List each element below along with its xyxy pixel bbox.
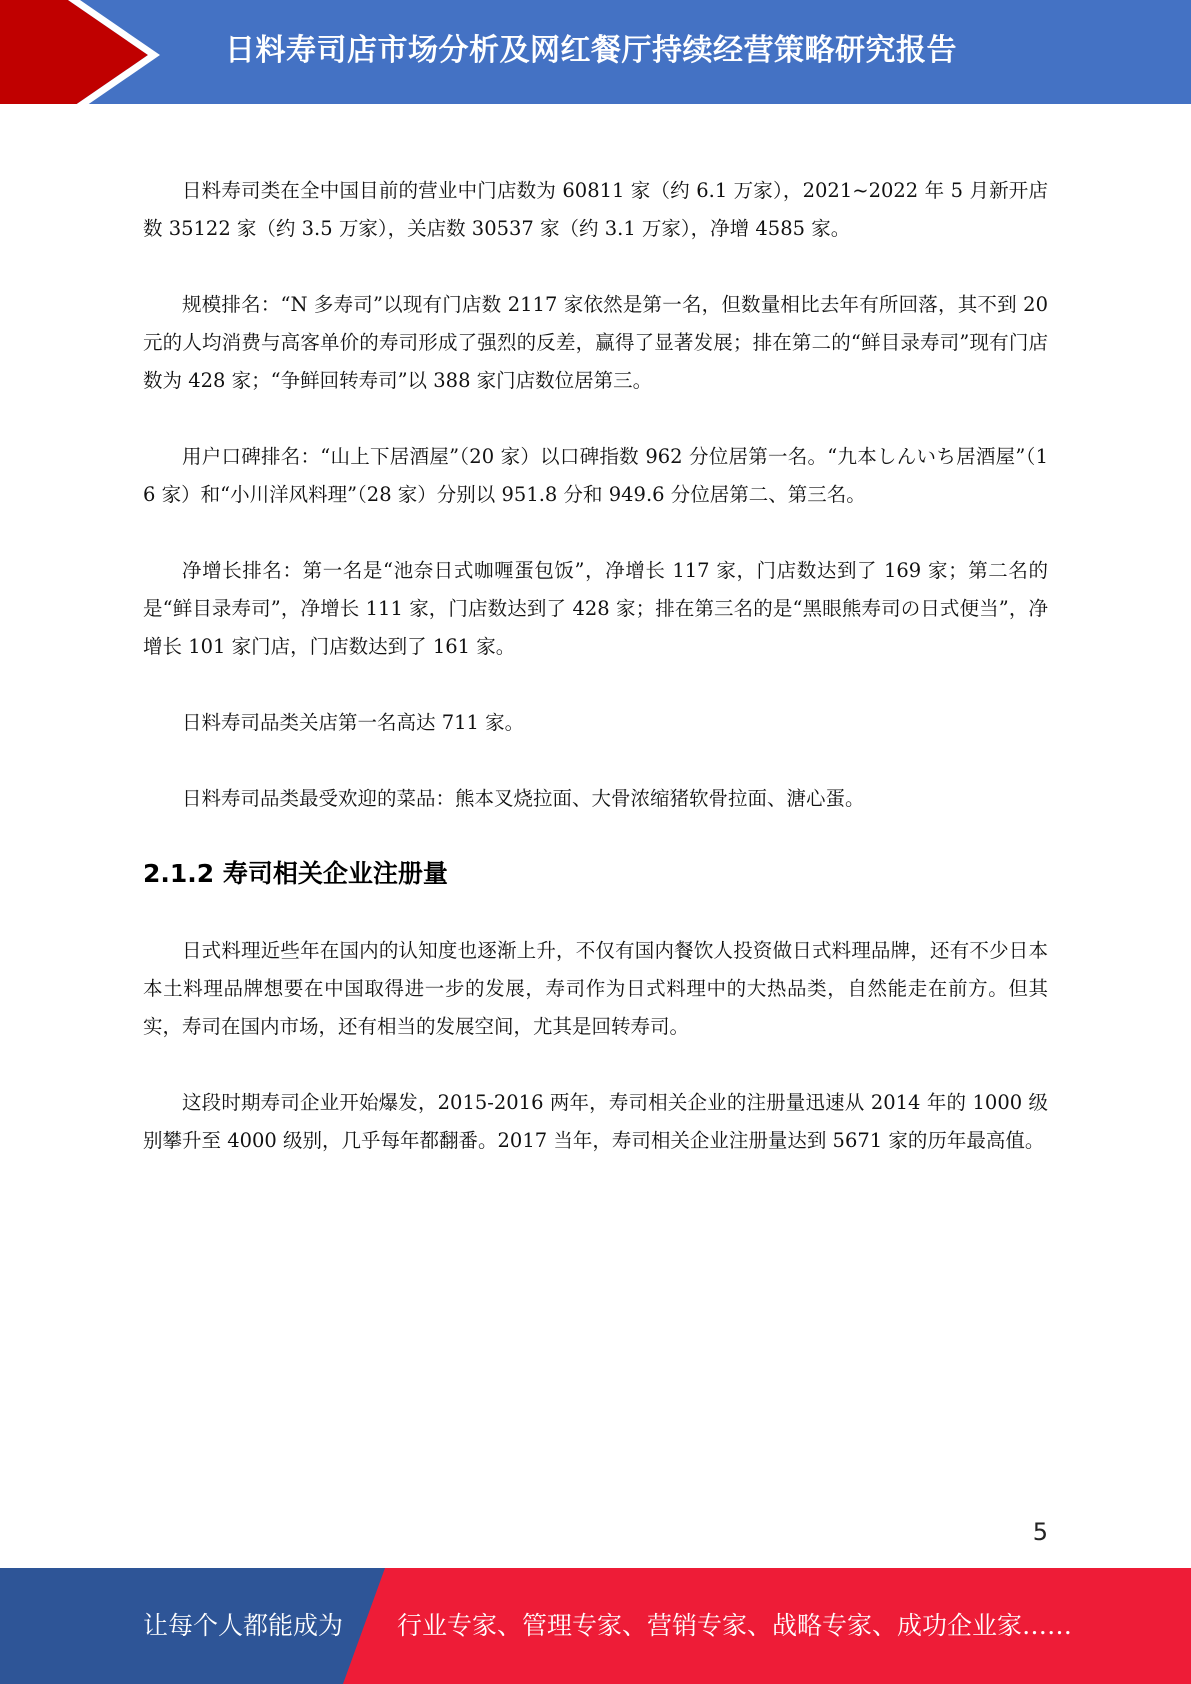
page-footer bbox=[0, 1568, 1191, 1684]
paragraph-closures: 日料寿司品类关店第一名高达 711 家。 bbox=[182, 711, 525, 734]
footer-slogan-right: 行业专家、管理专家、营销专家、战略专家、成功企业家…… bbox=[397, 1611, 1073, 1640]
paragraph-popular-dishes: 日料寿司品类最受欢迎的菜品：熊本叉烧拉面、大骨浓缩猪软骨拉面、溏心蛋。 bbox=[182, 787, 865, 810]
header-bottom-line bbox=[0, 104, 1191, 110]
section-heading: 2.1.2 寿司相关企业注册量 bbox=[143, 859, 448, 888]
page-header bbox=[0, 0, 1191, 110]
header-red-chevron bbox=[0, 0, 148, 110]
document-title: 日料寿司店市场分析及网红餐厅持续经营策略研究报告 bbox=[225, 33, 957, 68]
paragraph-store-count: 日料寿司类在全中国目前的营业中门店数为 60811 家（约 6.1 万家），2021~2022 年 5 月新开店数 35122 家（约 3.5 万家），关店数 30537 家（约 3.1 万家），净增 4585 家。 bbox=[143, 179, 1048, 240]
page-number: 5 bbox=[1032, 1518, 1048, 1546]
main-content bbox=[143, 172, 1048, 1198]
paragraph-scale-ranking: 规模排名：“N 多寿司”以现有门店数 2117 家依然是第一名，但数量相比去年有所回落，其不到 20 元的人均消费与高客单价的寿司形成了强烈的反差，赢得了显著发展；排在第二的“鲜目录寿司”现有门店数为 428 家；“争鲜回转寿司”以 388 家门店数位居第三。 bbox=[143, 293, 1048, 392]
paragraph-reputation-ranking: 用户口碑排名：“山上下居酒屋”（20 家）以口碑指数 962 分位居第一名。“九本しんいち居酒屋”（16 家）和“小川洋风料理”（28 家）分别以 951.8 分和 949.6 分位居第二、第三名。 bbox=[143, 445, 1048, 506]
paragraph-registration-growth: 这段时期寿司企业开始爆发，2015-2016 两年，寿司相关企业的注册量迅速从 2014 年的 1000 级别攀升至 4000 级别，几乎每年都翻番。2017 当年，寿司相关企业注册量达到 5671 家的历年最高值。 bbox=[143, 1091, 1048, 1152]
paragraph-growth-ranking: 净增长排名：第一名是“池奈日式咖喱蛋包饭”，净增长 117 家，门店数达到了 169 家；第二名的是“鲜目录寿司”，净增长 111 家，门店数达到了 428 家；排在第三名的是“黑眼熊寿司の日式便当”，净增长 101 家门店，门店数达到了 161 家。 bbox=[143, 559, 1048, 658]
footer-slogan-left: 让每个人都能成为 bbox=[143, 1611, 344, 1640]
paragraph-japanese-cuisine-awareness: 日式料理近些年在国内的认知度也逐渐上升，不仅有国内餐饮人投资做日式料理品牌，还有不少日本本土料理品牌想要在中国取得进一步的发展，寿司作为日式料理中的大热品类，自然能走在前方。但其实，寿司在国内市场，还有相当的发展空间，尤其是回转寿司。 bbox=[143, 939, 1048, 1038]
